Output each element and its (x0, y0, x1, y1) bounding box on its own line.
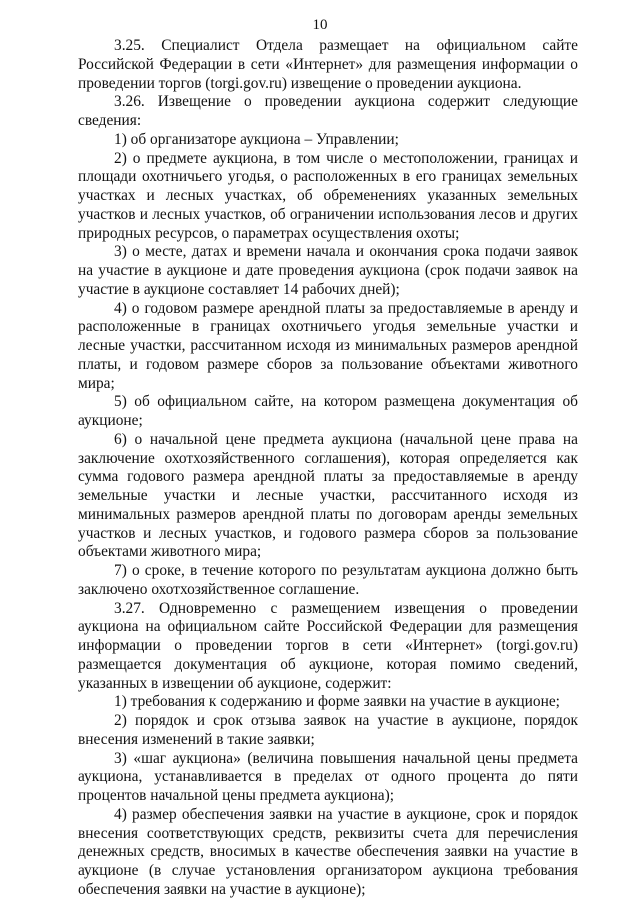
list-item-3-27-4: 4) размер обеспечения заявки на участие в аукционе, срок и порядок внесения соответствующих средств, реквизиты счета для перечисления денежных средств, вносимых в качестве обеспечения заявки на участие в аукционе (в случае установления организатором аукциона требования обеспечения заявки на участие в аукционе); (78, 805, 578, 898)
list-item-3-27-2: 2) порядок и срок отзыва заявок на участие в аукционе, порядок внесения изменений в такие заявки; (78, 712, 578, 748)
list-item-3-26-6: 6) о начальной цене предмета аукциона (начальной цене права на заключение охотхозяйственного соглашения), которая определяется как сумма годового размера арендной платы за предоставляемые в аренду земельные участки и лесные участки, рассчитанного исходя из минимальных размеров арендной платы по договорам аренды земельных участков и лесных участков, и годового размера сборов за пользование объектами животного мира; (78, 430, 578, 561)
paragraph-3-27: 3.27. Одновременно с размещением извещения о проведении аукциона на официальном сайте Российской Федерации для размещения информации о проведении торгов в сети «Интернет» (torgi.gov.ru) размещается документация об аукционе, которая помимо сведений, указанных в извещении об аукционе, содержит: (78, 599, 578, 692)
list-item-3-26-1: 1) об организаторе аукциона – Управлении; (114, 130, 399, 148)
page-number: 10 (312, 17, 328, 33)
list-item-3-26-2: 2) о предмете аукциона, в том числе о местоположении, границах и площади охотничьего угодья, о расположенных в его границах земельных участках и лесных участках, об обременениях указанных земельных участков и лесных участков, об ограничении использования лесов и других природных ресурсов, о параметрах осуществления охоты; (78, 149, 578, 242)
paragraph-3-26: 3.26. Извещение о проведении аукциона содержит следующие сведения: (78, 93, 578, 129)
list-item-3-27-1: 1) требования к содержанию и форме заявки на участие в аукционе; (114, 693, 560, 711)
list-item-3-27-3: 3) «шаг аукциона» (величина повышения начальной цены предмета аукциона, устанавливается в пределах от одного процента до пяти процентов начальной цены предмета аукциона); (78, 749, 578, 804)
list-item-3-26-4: 4) о годовом размере арендной платы за предоставляемые в аренду и расположенные в границах охотничьего угодья земельные участки и лесные участки, рассчитанном исходя из минимальных размеров арендной платы, и годовом размере сборов за пользование объектами животного мира; (78, 299, 578, 392)
paragraph-3-25: 3.25. Специалист Отдела размещает на официальном сайте Российской Федерации в сети «Интернет» для размещения информации о проведении торгов (torgi.gov.ru) извещение о проведении аукциона. (78, 37, 578, 92)
document-body (78, 37, 578, 900)
list-item-3-26-3: 3) о месте, датах и времени начала и окончания срока подачи заявок на участие в аукционе и дате проведения аукциона (срок подачи заявок на участие в аукционе составляет 14 рабочих дней); (78, 243, 578, 298)
list-item-3-26-7: 7) о сроке, в течение которого по результатам аукциона должно быть заключено охотхозяйственное соглашение. (78, 562, 578, 598)
list-item-3-26-5: 5) об официальном сайте, на котором размещена документация об аукционе; (78, 393, 578, 429)
